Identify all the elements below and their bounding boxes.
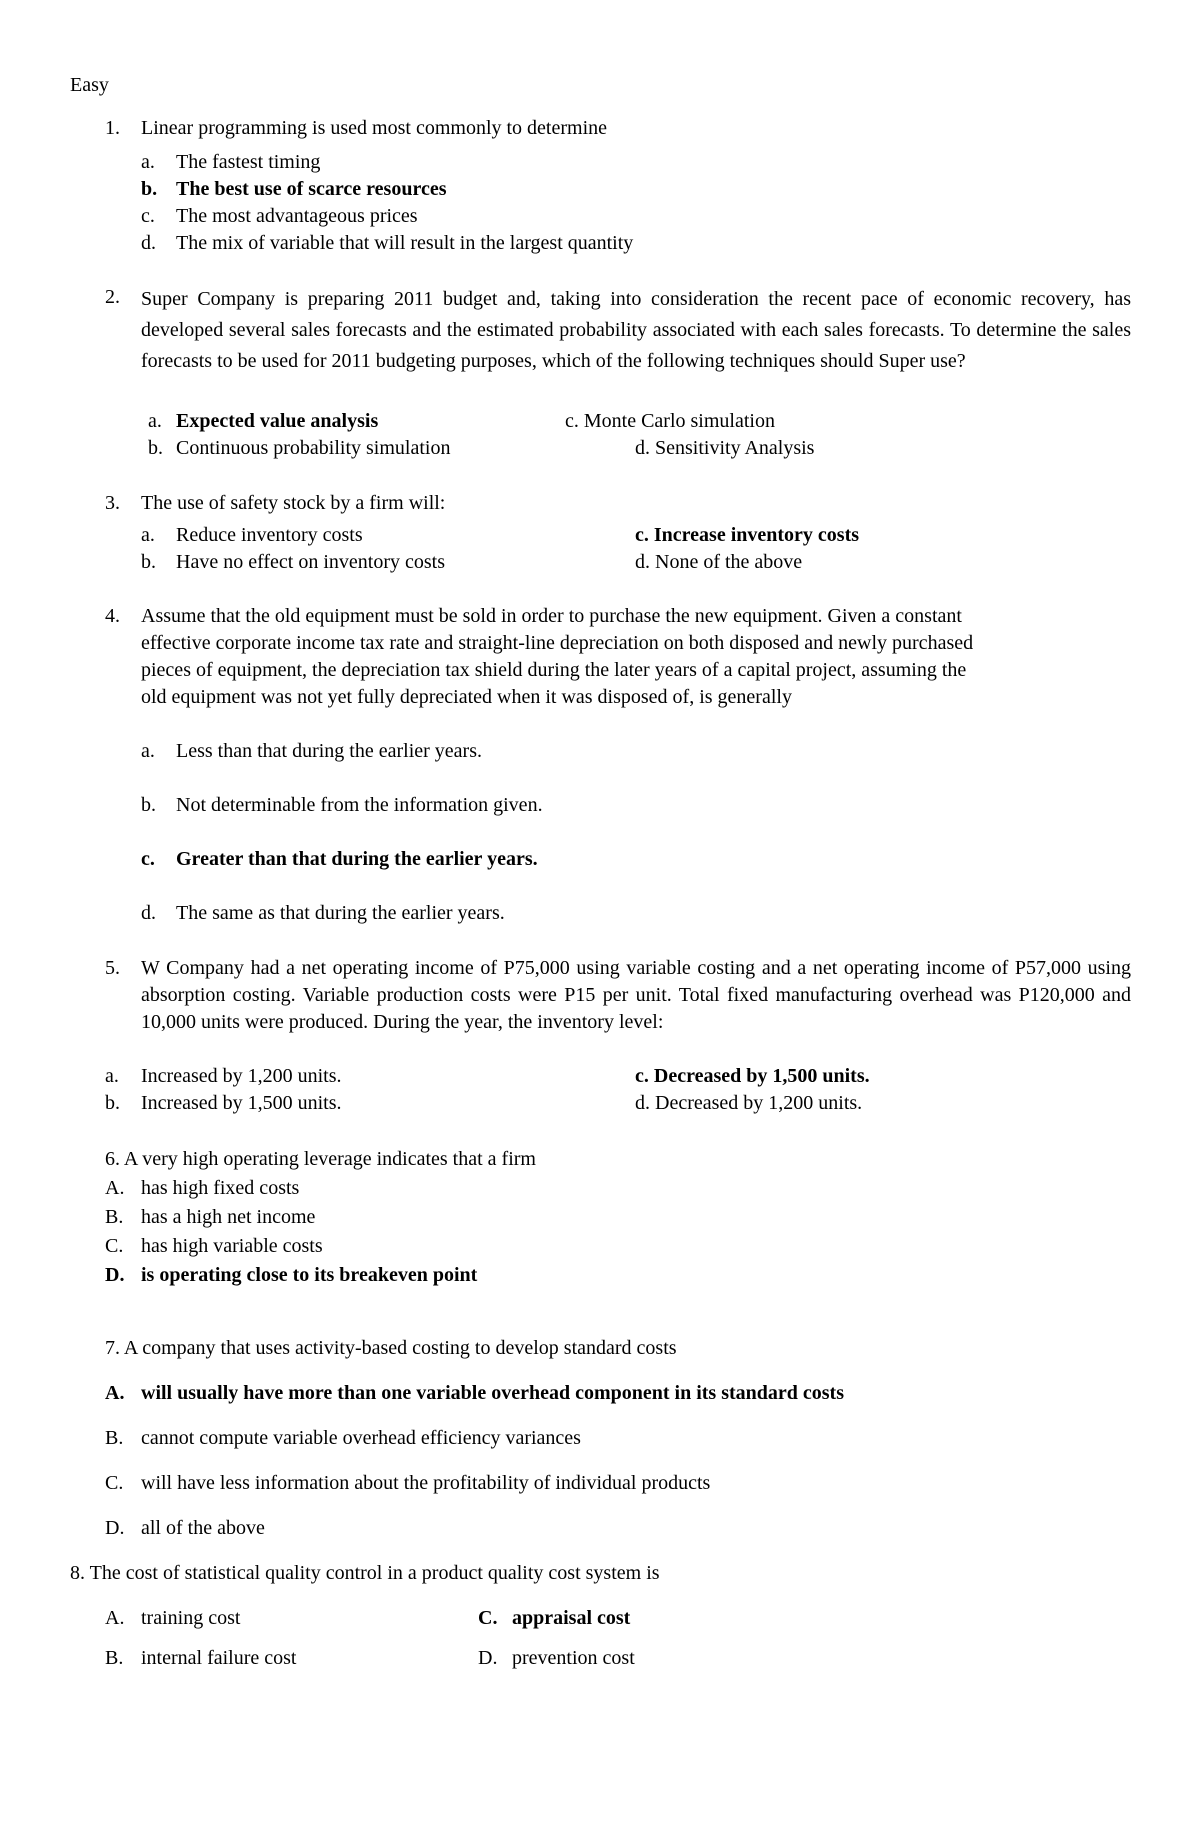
option-text: d. Decreased by 1,200 units.	[635, 1092, 863, 1114]
question-text: 8. The cost of statistical quality control in a product quality cost system is	[70, 1562, 660, 1584]
option-text-answer: Greater than that during the earlier years.	[176, 848, 538, 870]
option-letter: a.	[105, 1065, 119, 1087]
option-letter: B.	[105, 1427, 124, 1449]
option-text: prevention cost	[512, 1647, 635, 1669]
option-text: Not determinable from the information given.	[176, 794, 543, 816]
option-text: The mix of variable that will result in the largest quantity	[176, 232, 634, 254]
option-text-answer: Expected value analysis	[176, 410, 379, 432]
question-number: 2.	[105, 286, 120, 308]
option-letter: D.	[105, 1517, 125, 1539]
question-text: 6. A very high operating leverage indicates that a firm	[105, 1148, 536, 1170]
question-text: W Company had a net operating income of P75,000 using variable costing and a net operating income of P57,000 using absorption costing. Variable production costs were P15 per unit. Total fixed manufacturing overhead was P120,000 and 10,000 units were produced. During the year, the inventory level:	[141, 957, 1131, 1033]
option-letter: a.	[141, 151, 155, 173]
option-text: has high variable costs	[141, 1235, 323, 1257]
option-text: The same as that during the earlier years.	[176, 902, 505, 924]
option-text-answer: appraisal cost	[512, 1607, 631, 1629]
option-text: The fastest timing	[176, 151, 321, 173]
option-text: The most advantageous prices	[176, 205, 418, 227]
option-letter: b.	[105, 1092, 120, 1114]
question-text-line: old equipment was not yet fully depreciated when it was disposed of, is generally	[141, 686, 792, 708]
option-text: cannot compute variable overhead efficiency variances	[141, 1427, 581, 1449]
question-text: Super Company is preparing 2011 budget and, taking into consideration the recent pace of economic recovery, has developed several sales forecasts and the estimated probability associated with each sales forecasts. To determine the sales forecasts to be used for 2011 budgeting purposes, which of the following techniques should Super use?	[141, 288, 1131, 372]
option-text: will have less information about the profitability of individual products	[141, 1472, 711, 1494]
question-number: 1.	[105, 117, 120, 139]
option-letter: b.	[148, 437, 163, 459]
option-letter: d.	[141, 232, 156, 254]
option-letter: C.	[105, 1235, 124, 1257]
question-number: 5.	[105, 957, 120, 979]
option-letter: a.	[148, 410, 162, 432]
option-letter-answer: A.	[105, 1382, 125, 1404]
option-text: c. Monte Carlo simulation	[565, 410, 775, 432]
option-letter: a.	[141, 740, 155, 762]
option-text-answer: will usually have more than one variable overhead component in its standard costs	[141, 1382, 844, 1404]
section-heading: Easy	[70, 74, 109, 96]
option-letter-answer: b.	[141, 178, 158, 200]
option-text: Increased by 1,200 units.	[141, 1065, 342, 1087]
option-text: Continuous probability simulation	[176, 437, 451, 459]
option-letter: D.	[478, 1647, 498, 1669]
option-letter: c.	[141, 205, 155, 227]
option-letter: A.	[105, 1177, 125, 1199]
option-letter: B.	[105, 1647, 124, 1669]
option-text: d. None of the above	[635, 551, 803, 573]
option-letter: C.	[105, 1472, 124, 1494]
option-text-answer: c. Increase inventory costs	[635, 524, 860, 546]
option-text: all of the above	[141, 1517, 265, 1539]
option-letter-answer: D.	[105, 1264, 125, 1286]
option-text-answer: c. Decreased by 1,500 units.	[635, 1065, 870, 1087]
question-text-line: effective corporate income tax rate and straight-line depreciation on both disposed and newly purchased	[141, 632, 974, 654]
option-letter: b.	[141, 551, 156, 573]
option-text: has high fixed costs	[141, 1177, 300, 1199]
option-text: Increased by 1,500 units.	[141, 1092, 342, 1114]
option-letter: a.	[141, 524, 155, 546]
option-letter-answer: c.	[141, 848, 155, 870]
option-text: training cost	[141, 1607, 241, 1629]
question-text: Linear programming is used most commonly to determine	[141, 117, 608, 139]
question-number: 4.	[105, 605, 120, 627]
option-text: has a high net income	[141, 1206, 316, 1228]
option-text-answer: is operating close to its breakeven point	[141, 1264, 478, 1286]
question-text-line: Assume that the old equipment must be sold in order to purchase the new equipment. Given a constant	[141, 605, 962, 627]
option-letter-answer: C.	[478, 1607, 498, 1629]
question-text: 7. A company that uses activity-based costing to develop standard costs	[105, 1337, 677, 1359]
option-text: Have no effect on inventory costs	[176, 551, 445, 573]
option-text: d. Sensitivity Analysis	[635, 437, 815, 459]
question-number: 3.	[105, 492, 120, 514]
option-text: internal failure cost	[141, 1647, 297, 1669]
question-text: The use of safety stock by a firm will:	[141, 492, 446, 514]
option-letter: A.	[105, 1607, 125, 1629]
option-letter: B.	[105, 1206, 124, 1228]
option-text-answer: The best use of scarce resources	[176, 178, 447, 200]
option-letter: d.	[141, 902, 156, 924]
option-text: Reduce inventory costs	[176, 524, 363, 546]
option-letter: b.	[141, 794, 156, 816]
question-text-line: pieces of equipment, the depreciation tax shield during the later years of a capital project, assuming the	[141, 659, 967, 681]
option-text: Less than that during the earlier years.	[176, 740, 482, 762]
